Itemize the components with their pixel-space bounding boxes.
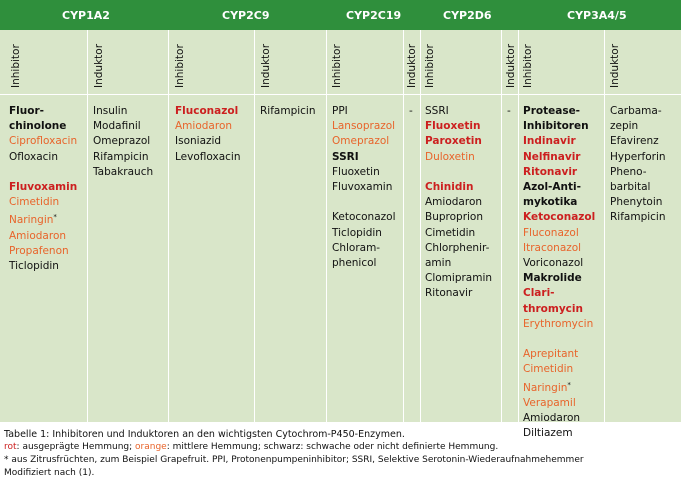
caption-source: Modifiziert nach (1).	[4, 468, 95, 478]
header-cyp2d6: CYP2D6	[443, 9, 492, 22]
drug-line	[425, 195, 492, 210]
drug-line	[523, 302, 595, 317]
drug-line	[523, 226, 595, 241]
drug-name: Ritonavir	[523, 165, 578, 178]
column-divider	[326, 30, 327, 422]
drug-line	[425, 150, 492, 165]
drug-name: Cimetidin	[425, 226, 476, 239]
drug-name: Makrolide	[523, 272, 582, 285]
drug-name: Nelfinavir	[523, 150, 581, 163]
drug-name: Tabakrauch	[93, 165, 154, 178]
drug-line	[610, 180, 666, 195]
drug-line	[93, 165, 153, 180]
drug-line	[523, 134, 595, 149]
drug-name: Ketoconazol	[523, 211, 596, 224]
drug-name: Chlorphenir-	[425, 241, 490, 254]
drug-line	[332, 165, 396, 180]
header-cyp3a45: CYP3A4/5	[567, 9, 627, 22]
drug-name: Fluoxetin	[332, 165, 380, 178]
column-divider	[518, 30, 519, 422]
drug-name: Amiodaron	[523, 412, 581, 425]
drug-line	[523, 256, 595, 271]
drug-name: Ketoconazol	[332, 211, 396, 224]
drug-name: Rifampicin	[260, 105, 316, 117]
drug-name: Fluconazol	[523, 226, 579, 239]
drug-line	[523, 347, 595, 362]
header-cyp1a2: CYP1A2	[62, 9, 110, 22]
drug-line	[523, 378, 595, 396]
drug-name: Voriconazol	[523, 257, 584, 270]
drug-name: Omeprazol	[332, 135, 390, 148]
drug-name: Fluoxetin	[425, 120, 481, 133]
subheader-inhibitor: Inhibitor	[522, 44, 534, 88]
drug-name: chinolone	[9, 120, 67, 133]
drug-line	[523, 362, 595, 377]
drug-name: Propafenon	[9, 244, 69, 257]
column-divider	[501, 30, 502, 422]
drug-line	[93, 119, 153, 134]
drug-name: SSRI	[332, 150, 359, 163]
drug-line	[332, 256, 396, 271]
cell-cyp1a2-inhibitor	[9, 104, 77, 274]
drug-line	[9, 195, 77, 210]
drug-name: Indinavir	[523, 135, 576, 148]
drug-line	[425, 180, 492, 195]
drug-name: Amiodaron	[9, 229, 67, 242]
drug-name: Rifampicin	[93, 150, 149, 163]
cell-cyp3a4-inhibitor	[523, 104, 595, 441]
drug-name: Isoniazid	[175, 135, 222, 148]
drug-name: Fluor-	[9, 105, 44, 117]
cell-cyp2d6-inductor: -	[507, 105, 511, 117]
drug-line	[260, 104, 316, 119]
drug-line	[523, 180, 595, 195]
legend-orange-text: : mittlere Hemmung; schwarz: schwache oder nicht definierte Hemmung.	[166, 442, 499, 452]
drug-name: Chloram-	[332, 241, 381, 254]
header-cyp2c19: CYP2C19	[346, 9, 402, 22]
table-header	[0, 0, 681, 30]
column-divider	[604, 30, 605, 422]
footnote-marker: *	[567, 380, 571, 389]
table-caption	[4, 428, 584, 480]
drug-name: Ticlopidin	[332, 226, 382, 239]
drug-line	[425, 226, 492, 241]
drug-line	[332, 226, 396, 241]
drug-line	[9, 180, 77, 195]
drug-name: Itraconazol	[523, 241, 582, 254]
drug-line	[175, 150, 240, 165]
drug-line	[425, 210, 492, 225]
drug-name: Levofloxacin	[175, 150, 241, 163]
drug-line	[425, 104, 492, 119]
drug-name: phenicol	[332, 257, 377, 270]
cell-cyp2c9-inhibitor	[175, 104, 240, 165]
drug-name: Verapamil	[523, 396, 576, 409]
cell-cyp2c19-inhibitor	[332, 104, 396, 271]
drug-line	[523, 411, 595, 426]
drug-line	[332, 150, 396, 165]
drug-line	[425, 271, 492, 286]
drug-name: SSRI	[425, 105, 449, 117]
drug-name: Hyperforin	[610, 150, 666, 163]
drug-line	[523, 271, 595, 286]
drug-name: Clomipramin	[425, 272, 493, 285]
drug-name: Efavirenz	[610, 135, 659, 148]
drug-name: Ciprofloxacin	[9, 135, 78, 148]
drug-name: Azol-Anti-	[523, 181, 581, 194]
drug-name: Cimetidin	[523, 363, 574, 376]
cell-cyp2d6-inhibitor	[425, 104, 492, 302]
drug-line	[175, 134, 240, 149]
column-divider	[168, 30, 169, 422]
drug-line	[9, 229, 77, 244]
drug-line	[523, 104, 595, 119]
drug-line	[425, 119, 492, 134]
drug-line	[332, 134, 396, 149]
subheader-inductor: Induktor	[93, 43, 105, 88]
drug-name: Rifampicin	[610, 211, 666, 224]
drug-line	[610, 165, 666, 180]
drug-line	[332, 104, 396, 119]
caption-legend	[4, 441, 584, 454]
drug-line	[523, 165, 595, 180]
column-divider	[403, 30, 404, 422]
column-divider	[87, 30, 88, 422]
drug-line	[93, 150, 153, 165]
subheader-inductor: Induktor	[260, 43, 272, 88]
subheader-inhibitor: Inhibitor	[424, 44, 436, 88]
drug-name: Lansoprazol	[332, 120, 396, 133]
drug-line	[523, 317, 595, 332]
drug-name: Aprepitant	[523, 348, 579, 361]
drug-name: mykotika	[523, 196, 578, 209]
drug-line	[332, 180, 396, 195]
drug-name: Diltiazem	[523, 427, 573, 440]
drug-line	[610, 119, 666, 134]
column-divider	[254, 30, 255, 422]
drug-name: Omeprazol	[93, 135, 151, 148]
drug-line	[425, 256, 492, 271]
drug-name: Ofloxacin	[9, 150, 58, 163]
drug-line	[610, 104, 666, 119]
drug-line	[425, 241, 492, 256]
drug-line	[175, 119, 240, 134]
caption-title: Tabelle 1: Inhibitoren und Induktoren an den wichtigsten Cytochrom-P450-Enzymen.	[4, 429, 405, 440]
cell-cyp2c19-inductor: -	[409, 105, 413, 117]
legend-orange-word: orange	[135, 442, 167, 452]
drug-line	[332, 119, 396, 134]
drug-line	[523, 241, 595, 256]
drug-name: barbital	[610, 181, 651, 194]
drug-line	[175, 104, 240, 119]
cell-cyp2c9-inductor	[260, 104, 316, 119]
drug-name: Naringin	[9, 214, 54, 227]
footnote-marker: *	[53, 213, 57, 222]
drug-line	[523, 332, 595, 347]
drug-line	[332, 195, 396, 210]
drug-name: Amiodaron	[425, 196, 483, 209]
subheader-inhibitor: Inhibitor	[174, 44, 186, 88]
drug-line	[610, 150, 666, 165]
drug-name: Cimetidin	[9, 196, 60, 209]
subheader-inductor: Induktor	[609, 43, 621, 88]
drug-line	[610, 195, 666, 210]
subheader-inhibitor: Inhibitor	[331, 44, 343, 88]
drug-line	[9, 104, 77, 119]
drug-name: Amiodaron	[175, 120, 233, 133]
subheader-inhibitor: Inhibitor	[10, 44, 22, 88]
drug-line	[9, 150, 77, 165]
drug-line	[523, 286, 595, 301]
drug-line	[332, 210, 396, 225]
drug-name: zepin	[610, 120, 639, 133]
drug-line	[9, 119, 77, 134]
drug-line	[523, 195, 595, 210]
drug-name: Carbama-	[610, 105, 662, 117]
drug-line	[425, 286, 492, 301]
drug-line	[332, 241, 396, 256]
drug-name: Clari-	[523, 287, 555, 300]
subheader-inductor: Induktor	[505, 43, 517, 88]
drug-name: Fluconazol	[175, 105, 239, 117]
drug-name: Naringin	[523, 381, 568, 394]
cell-cyp3a4-inductor	[610, 104, 666, 226]
caption-footnote: * aus Zitrusfrüchten, zum Beispiel Grapefruit. PPI, Protonenpumpeninhibitor; SSRI, Selektive Serotonin-Wiederaufnahmehemmer	[4, 455, 584, 465]
drug-name: Fluvoxamin	[332, 181, 393, 194]
drug-name: Inhibitoren	[523, 120, 589, 133]
drug-line	[610, 210, 666, 225]
drug-line	[9, 165, 77, 180]
drug-line	[93, 104, 153, 119]
drug-line	[425, 134, 492, 149]
legend-red-text: : ausgeprägte Hemmung;	[16, 442, 136, 452]
drug-line	[425, 165, 492, 180]
subheader-inductor: Induktor	[406, 43, 418, 88]
drug-line	[9, 259, 77, 274]
drug-name: PPI	[332, 105, 348, 117]
legend-red-word: rot	[4, 442, 17, 452]
drug-name: Buproprion	[425, 211, 484, 224]
drug-line	[9, 210, 77, 228]
drug-name: Paroxetin	[425, 135, 482, 148]
header-cyp2c9: CYP2C9	[222, 9, 270, 22]
drug-name: Phenytoin	[610, 196, 663, 209]
drug-name: Ritonavir	[425, 287, 473, 300]
drug-name: Chinidin	[425, 181, 474, 193]
drug-name: Modafinil	[93, 120, 141, 133]
drug-name: amin	[425, 257, 452, 270]
column-divider	[420, 30, 421, 422]
drug-name: Fluvoxamin	[9, 181, 78, 193]
drug-line	[523, 119, 595, 134]
drug-line	[9, 134, 77, 149]
drug-name: thromycin	[523, 302, 583, 315]
drug-name: Ticlopidin	[9, 260, 59, 273]
drug-name: Pheno-	[610, 165, 647, 178]
drug-name: Insulin	[93, 105, 128, 117]
drug-name: Erythromycin	[523, 317, 594, 330]
drug-line	[93, 134, 153, 149]
drug-name: Protease-	[523, 105, 581, 117]
cell-cyp1a2-inductor	[93, 104, 153, 180]
drug-name: Duloxetin	[425, 150, 475, 163]
drug-line	[9, 244, 77, 259]
drug-line	[523, 150, 595, 165]
drug-line	[523, 210, 595, 225]
drug-line	[610, 134, 666, 149]
subheader-divider	[0, 94, 681, 95]
drug-line	[523, 396, 595, 411]
